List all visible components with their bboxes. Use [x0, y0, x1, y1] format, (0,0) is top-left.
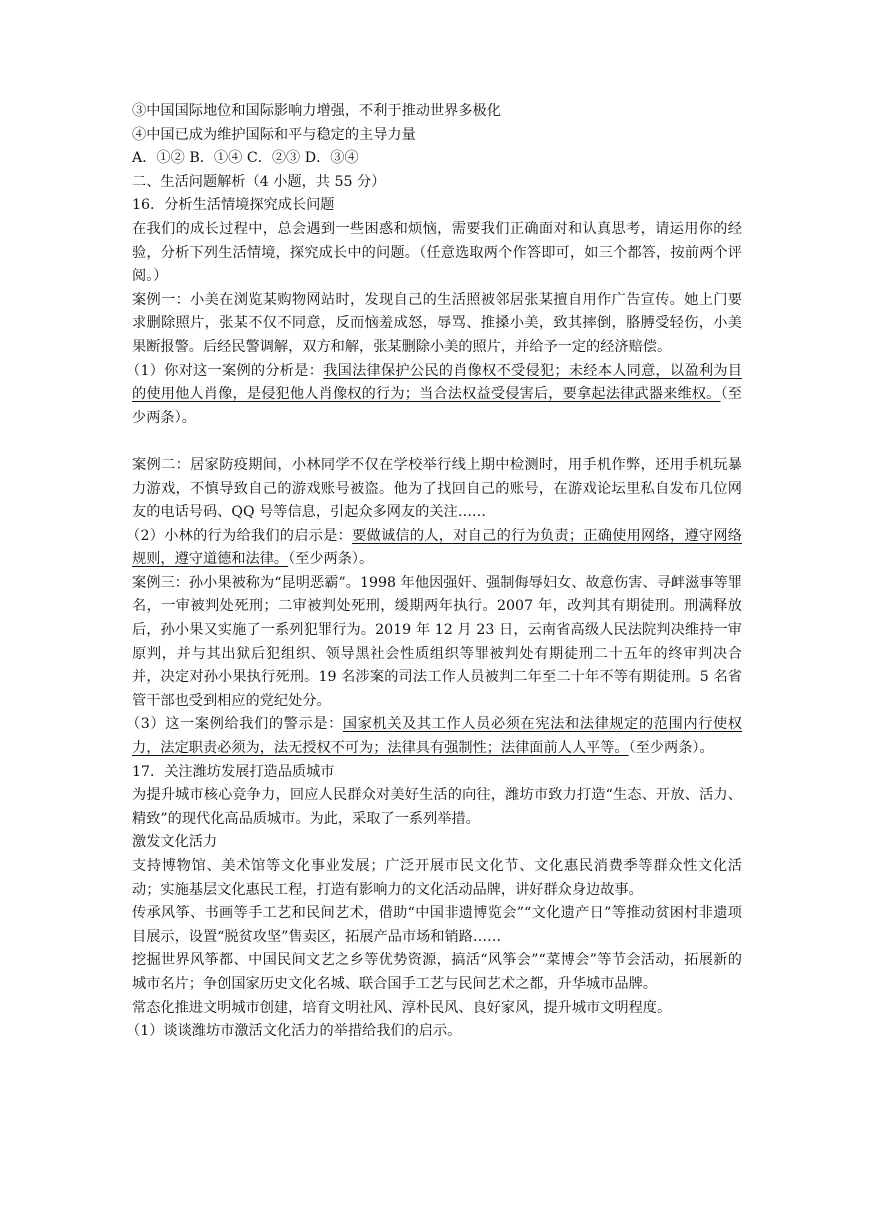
q17-measure-2: 传承风筝、书画等手工艺和民间艺术，借助“中国非遗博览会”“文化遗产日”等推动贫困村非遗项目展示，设置“脱贫攻坚”售卖区，拓展产品市场和销路…… [132, 905, 742, 945]
q16-title: 16．分析生活情境探究成长问题 [132, 197, 335, 214]
q17-question-1: （1）谈谈潍坊市激活文化活力的举措给我们的启示。 [126, 1023, 462, 1040]
q16-case3: 案例三：孙小果被称为“昆明恶霸”。1998 年他因强奸、强制侮辱妇女、故意伤害、寻衅滋事等罪名，一审被判处死刑；二审被判处死刑，缓期两年执行。2007 年，改判其有期徒刑。刑满释放后，孙小果又实施了一系列犯罪行为。2019 年 12 月 23 日，云南省高级人民法院判决维持一审原判，并与其出狱后犯组织、领导黑社会性质组织等罪被判处有期徒刑二十五年的终审判决合并，决定对孙小果执行死刑。19 名涉案的司法工作人员被判二年至二十年不等有期徒刑。5 名省管干部也受到相应的党纪处分。 [132, 574, 742, 709]
q16-intro: 在我们的成长过程中，总会遇到一些困惑和烦恼，需要我们正确面对和认真思考，请运用你的经验，分析下列生活情境，探究成长中的问题。（任意选取两个作答即可，如三个都答，按前两个评阅。） [132, 220, 742, 285]
answer1-prompt: （1）你对这一案例的分析是： [126, 362, 324, 379]
q16-answer1 [126, 360, 742, 431]
answer3-prompt: （3）这一案例给我们的警示是： [126, 716, 343, 733]
answer3-text: 国家机关及其工作人员必须在宪法和法律规定的范围内行使权力，法定职责必须为，法无授权不可为；法律具有强制性；法律面前人人平等。 [132, 716, 742, 757]
answer1-text: 我国法律保护公民的肖像权不受侵犯；未经本人同意，以盈利为目的使用他人肖像，是侵犯他人肖像权的行为；当合法权益受侵害后，要拿起法律武器来维权。 [132, 362, 742, 403]
answer3-suffix: （至少两条）。 [628, 740, 714, 757]
q16-answer3 [126, 713, 742, 760]
q17-measure-3: 挖掘世界风筝都、中国民间文艺之乡等优势资源，搞活“风筝会”“菜博会”等节会活动，拓展新的城市名片；争创国家历史文化名城、联合国手工艺与民间艺术之都，升华城市品牌。 [132, 952, 742, 992]
answer2-suffix: （至少两条）。 [288, 551, 374, 568]
answer2-text: 要做诚信的人，对自己的行为负责；正确使用网络，遵守网络规则，遵守道德和法律。 [132, 527, 742, 568]
q17-intro: 为提升城市核心竞争力，回应人民群众对美好生活的向往，潍坊市致力打造“生态、开放、活力、精致”的现代化高品质城市。为此，采取了一系列举措。 [132, 787, 742, 827]
option-3: ③中国国际地位和国际影响力增强，不利于推动世界多极化 [132, 103, 501, 119]
option-4: ④中国已成为维护国际和平与稳定的主导力量 [132, 126, 416, 143]
blank-line [132, 430, 742, 454]
answer1-suffix: （至少两条）。 [132, 386, 742, 426]
answer-choices: A．①② B．①④ C．②③ D．③④ [132, 150, 359, 167]
section-heading: 二、生活问题解析（4 小题，共 55 分） [132, 173, 386, 190]
q17-measure-4: 常态化推进文明城市创建，培育文明社风、淳朴民风、良好家风，提升城市文明程度。 [132, 999, 672, 1016]
document-page [126, 100, 742, 1044]
q17-measure-1: 支持博物馆、美术馆等文化事业发展；广泛开展市民文化节、文化惠民消费季等群众性文化活动；实施基层文化惠民工程，打造有影响力的文化活动品牌，讲好群众身边故事。 [132, 858, 742, 898]
q16-case2: 案例二：居家防疫期间，小林同学不仅在学校举行线上期中检测时，用手机作弊，还用手机玩暴力游戏，不慎导致自己的游戏账号被盗。他为了找回自己的账号，在游戏论坛里私自发布几位网友的电话号码、QQ 号等信息，引起众多网友的关注…… [132, 456, 742, 521]
answer2-prompt: （2）小林的行为给我们的启示是： [126, 527, 353, 544]
q16-answer2 [126, 525, 742, 572]
q17-title: 17．关注潍坊发展打造品质城市 [132, 763, 335, 780]
q17-subheading: 激发文化活力 [132, 834, 218, 851]
q16-case1: 案例一：小美在浏览某购物网站时，发现自己的生活照被邻居张某擅自用作广告宣传。她上门要求删除照片，张某不仅不同意，反而恼羞成怒，辱骂、推搡小美，致其摔倒，胳膊受轻伤，小美果断报警。后经民警调解，双方和解，张某删除小美的照片，并给予一定的经济赔偿。 [132, 291, 742, 355]
